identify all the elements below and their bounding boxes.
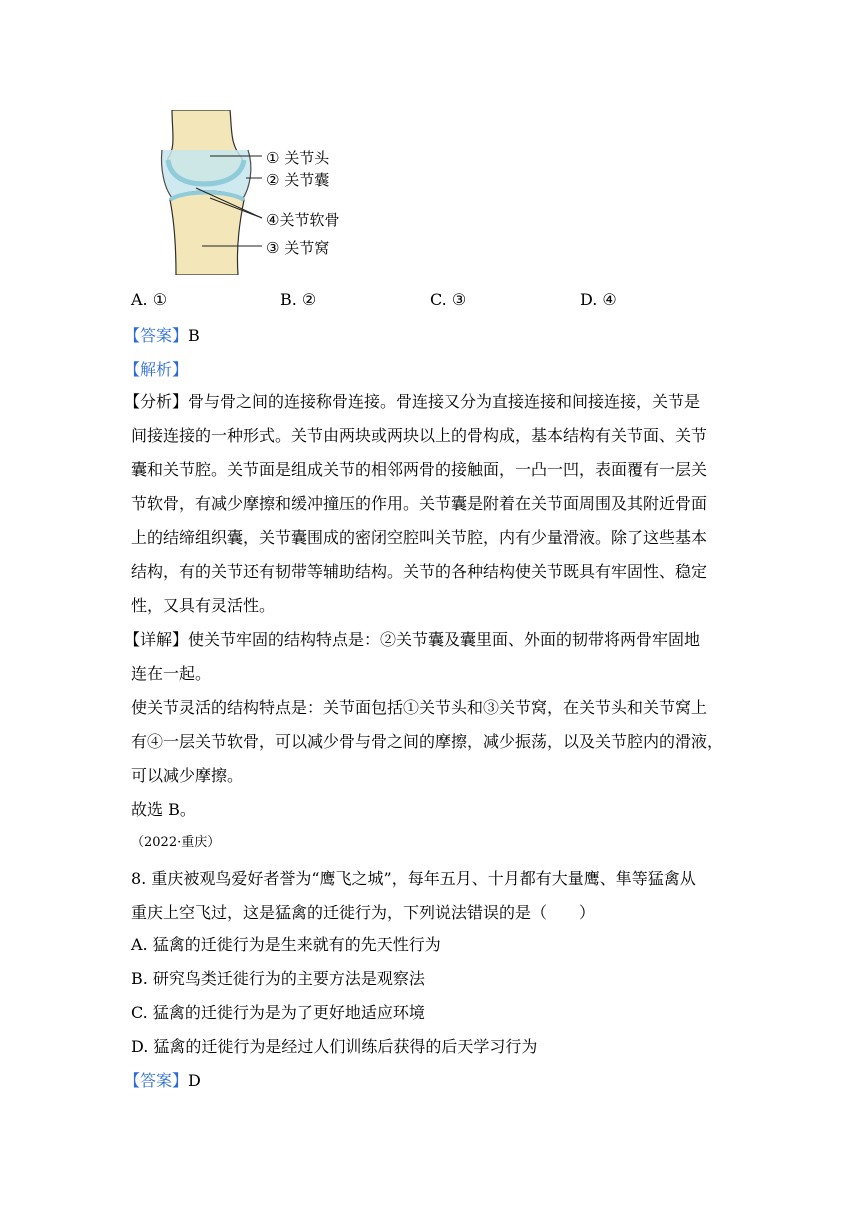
option-a: A. ① (131, 290, 168, 309)
label-joint-head: ① 关节头 (266, 149, 330, 167)
q8-stem-line: 8. 重庆被观鸟爱好者誉为“鹰飞之城”，每年五月、十月都有大量鹰、隼等猛禽从 (131, 869, 696, 888)
fenxi-line: 间接连接的一种形式。关节由两块或两块以上的骨构成，基本结构有关节面、关节 (131, 426, 708, 445)
fenxi-line: 结构，有的关节还有韧带等辅助结构。关节的各种结构使关节既具有牢固性、稳定 (131, 562, 708, 581)
fenxi-line: 节软骨，有减少摩擦和缓冲撞压的作用。关节囊是附着在关节面周围及其附近骨面 (131, 494, 708, 513)
xiangjie-line: 使关节灵活的结构特点是：关节面包括①关节头和③关节窝，在关节头和关节窝上 (131, 698, 708, 717)
q8-option-b: B. 研究鸟类迁徙行为的主要方法是观察法 (131, 969, 425, 988)
q7-analysis-heading (124, 359, 188, 381)
q7-xiangjie-paragraph (124, 623, 734, 827)
q8-options (131, 928, 741, 1064)
label-joint-capsule: ② 关节囊 (266, 171, 330, 189)
q7-fenxi-paragraph (124, 385, 734, 623)
answer-value: B (188, 326, 200, 345)
xiangjie-line: 可以减少摩擦。 (131, 766, 244, 785)
q8-answer (124, 1070, 201, 1092)
fenxi-line: 上的结缔组织囊，关节囊围成的密闭空腔叫关节腔，内有少量滑液。除了这些基本 (131, 528, 708, 547)
label-joint-socket: ③ 关节窝 (266, 239, 330, 257)
xiangjie-line: 有④一层关节软骨，可以减少骨与骨之间的摩擦，减少振荡，以及关节腔内的滑液， (131, 732, 724, 751)
fenxi-line: 囊和关节腔。关节面是组成关节的相邻两骨的接触面，一凸一凹，表面覆有一层关 (131, 460, 708, 479)
xiangjie-line: 故选 B。 (131, 800, 196, 819)
option-b: B. ② (280, 290, 317, 309)
joint-illustration (150, 110, 370, 275)
fenxi-line: 【分析】骨与骨之间的连接称骨连接。骨连接又分为直接连接和间接连接，关节是 (124, 392, 701, 411)
fenxi-tag: 【分析】 (124, 392, 189, 411)
xiangjie-line: 【详解】使关节牢固的结构特点是：②关节囊及囊里面、外面的韧带将两骨牢固地 (124, 630, 701, 649)
q8-option-c: C. 猛禽的迁徙行为是为了更好地适应环境 (131, 1003, 425, 1022)
q7-answer (124, 325, 200, 347)
analysis-tag: 【解析】 (124, 360, 189, 379)
xiangjie-line: 连在一起。 (131, 664, 212, 683)
xiangjie-tag: 【详解】 (124, 630, 189, 649)
answer-tag: 【答案】 (124, 1071, 189, 1090)
q8-option-a: A. 猛禽的迁徙行为是生来就有的先天性行为 (131, 935, 441, 954)
question-source: （2022·重庆） (131, 835, 221, 850)
label-joint-cartilage: ④关节软骨 (266, 211, 340, 229)
joint-diagram (150, 110, 370, 275)
q8-stem-line: 重庆上空飞过，这是猛禽的迁徙行为，下列说法错误的是（ ） (131, 903, 596, 922)
option-d: D. ④ (580, 290, 617, 309)
answer-value: D (188, 1071, 201, 1090)
fenxi-line: 性，又具有灵活性。 (131, 596, 276, 615)
q8-stem (131, 862, 741, 930)
option-c: C. ③ (430, 290, 467, 309)
q8-option-d: D. 猛禽的迁徙行为是经过人们训练后获得的后天学习行为 (131, 1037, 538, 1056)
answer-tag: 【答案】 (124, 326, 189, 345)
